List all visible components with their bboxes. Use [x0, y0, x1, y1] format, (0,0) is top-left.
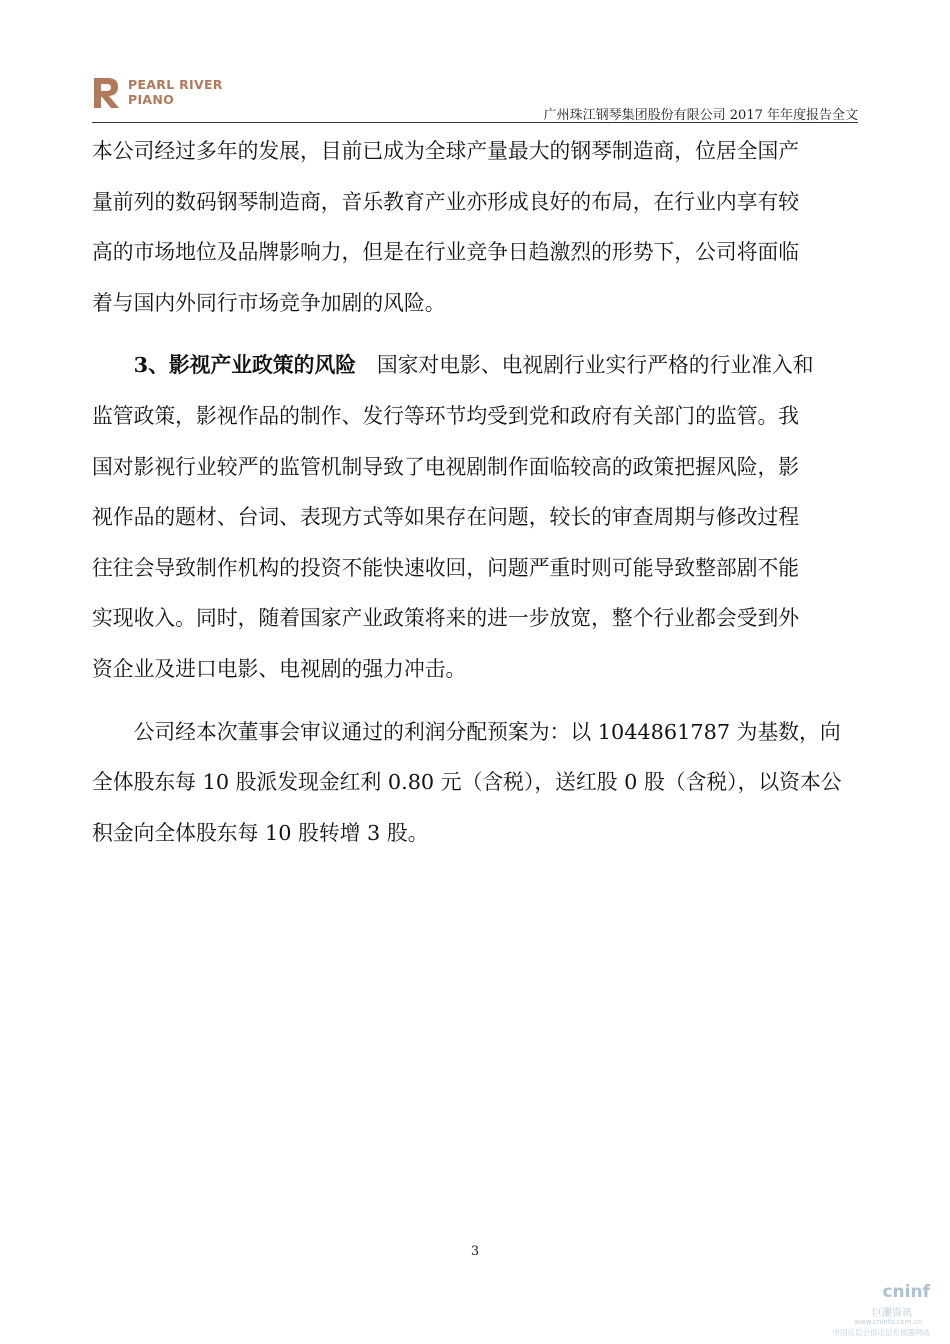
- text-line: 积金向全体股东每 10 股转增 3 股。: [92, 820, 429, 845]
- text-line: 资企业及进口电影、电视剧的强力冲击。: [92, 656, 467, 681]
- text-line: 国对影视行业较严的监管机制导致了电视剧制作面临较高的政策把握风险，影: [92, 454, 800, 479]
- header-divider: [92, 122, 858, 123]
- text-line: 视作品的题材、台词、表现方式等如果存在问题，较长的审查周期与修改过程: [92, 505, 800, 530]
- pearl-river-piano-logo: [92, 74, 242, 112]
- page-number: 3: [470, 1244, 480, 1259]
- report-header-title: 广州珠江钢琴集团股份有限公司 2017 年年度报告全文: [543, 108, 858, 123]
- document-body: [92, 126, 858, 870]
- logo-wordmark: PEARL RIVER PIANO: [128, 77, 223, 107]
- cninfo-logo: cninf: [882, 1282, 930, 1302]
- paragraph-profit-distribution: [92, 707, 858, 859]
- cninfo-org: 中国证监会指定信息披露网站: [832, 1328, 930, 1337]
- text-line: [92, 340, 858, 391]
- cninfo-url: www.cninfo.com.cn: [854, 1318, 922, 1326]
- text-line: 实现收入。同时，随着国家产业政策将来的进一步放宽，整个行业都会受到外: [92, 606, 800, 631]
- cninfo-watermark: [818, 1282, 930, 1340]
- text-line-rest: 国家对电影、电视剧行业实行严格的行业准入和: [356, 353, 814, 378]
- paragraph-market-risk: [92, 126, 858, 328]
- text-line: 公司经本次董事会审议通过的利润分配预案为：以 1044861787 为基数，向: [133, 719, 841, 744]
- text-line: 高的市场地位及品牌影响力，但是在行业竞争日趋激烈的形势下，公司将面临: [92, 240, 800, 265]
- text-line: 着与国内外同行市场竞争加剧的风险。: [92, 290, 446, 315]
- text-line: 量前列的数码钢琴制造商，音乐教育产业亦形成良好的布局，在行业内享有较: [92, 189, 800, 214]
- text-line: 全体股东每 10 股派发现金红利 0.80 元（含税），送红股 0 股（含税），以资本公: [92, 770, 842, 795]
- heading-film-policy: 3、影视产业政策的风险: [133, 352, 357, 378]
- text-line: 本公司经过多年的发展，目前已成为全球产量最大的钢琴制造商，位居全国产: [92, 139, 800, 163]
- text-line: 监管政策，影视作品的制作、发行等环节均受到党和政府有关部门的监管。我: [92, 403, 800, 428]
- text-line: 往往会导致制作机构的投资不能快速收回，问题严重时则可能导致整部剧不能: [92, 555, 800, 580]
- pearl-river-logo-icon: [92, 76, 122, 110]
- paragraph-film-policy-risk: [92, 340, 858, 694]
- cninfo-subtitle: 巨潮资讯: [872, 1308, 912, 1319]
